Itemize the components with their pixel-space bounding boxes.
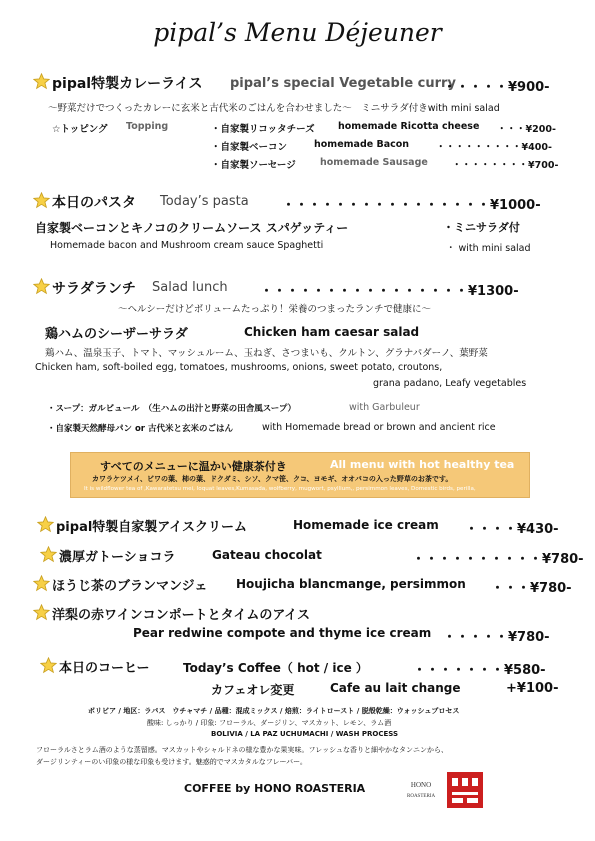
star-icon	[33, 73, 50, 90]
topping-ricotta-jp: ・自家製リコッタチーズ	[211, 124, 315, 135]
pasta-name-en: Homemade bacon and Mushroom cream sauce Spaghetti	[50, 240, 324, 251]
latte-change-en: Cafe au lait change	[330, 681, 461, 695]
hono-logo	[447, 772, 483, 808]
star-icon	[37, 516, 54, 533]
dessert-gateau-jp: 濃厚ガトーショコラ	[59, 550, 176, 565]
salad-price: ・・・・・・・・・・・・・・・・¥1300-	[260, 284, 519, 299]
salad-bread-jp: ・自家製天然酵母パン or 古代米と玄米のごはん	[47, 424, 233, 434]
salad-heading	[33, 278, 136, 298]
star-icon	[33, 575, 50, 592]
curry-title-en: pipal’s special Vegetable curry	[230, 76, 456, 91]
pasta-mini-salad-en: ・ with mini salad	[446, 243, 531, 254]
topping-sausage-en: homemade Sausage	[320, 157, 428, 168]
topping-bacon-en: homemade Bacon	[314, 139, 410, 150]
dessert-pear-jp: 洋梨の赤ワインコンポートとタイムのアイス	[52, 608, 311, 623]
star-icon	[40, 657, 57, 674]
salad-bread-en: with Homemade bread or brown and ancient rice	[262, 422, 496, 433]
star-icon	[40, 546, 57, 563]
pasta-heading	[33, 192, 136, 212]
salad-ingredients-en-1: Chicken ham, soft-boiled egg, tomatoes, mushrooms, onions, sweet potato, croutons,	[35, 362, 443, 373]
topping-bacon-price: ・・・・・・・・・¥400-	[436, 142, 552, 153]
hono-logo-icon	[447, 772, 483, 808]
coffee-origin-detail: ボリビア / 地区：ラパス ウチャマチ / 品種：混成ミックス / 焙煎：ライトロースト / 脱殻乾燥：ウォッシュプロセス	[88, 707, 460, 715]
dessert-pear-en: Pear redwine compote and thyme ice cream	[133, 626, 432, 640]
topping-sausage-jp: ・自家製ソーセージ	[211, 160, 296, 171]
salad-name-jp: 鶏ハムのシーザーサラダ	[45, 327, 188, 342]
footer-roaster: COFFEE by HONO ROASTERIA	[184, 782, 366, 795]
salad-soup-en: with Garbuleur	[349, 402, 420, 413]
salad-ingredients-jp: 鶏ハム、温泉玉子、トマト、マッシュルーム、玉ねぎ、さつまいも、クルトン、グラナパダーノ、葉野菜	[45, 348, 488, 359]
curry-heading	[33, 73, 203, 93]
coffee-origin-en: BOLIVIA / LA PAZ UCHUMACHI / WASH PROCESS	[211, 730, 399, 738]
coffee-title-jp: 本日のコーヒー	[59, 661, 150, 676]
salad-title-jp: サラダランチ	[52, 281, 136, 297]
coffee-price: ・・・・・・・¥580-	[413, 663, 546, 678]
latte-change-price: +¥100-	[506, 681, 559, 696]
topping-label-en: Topping	[126, 121, 169, 132]
star-icon	[33, 604, 50, 621]
coffee-title-en: Today’s Coffee（ hot / ice ）	[183, 661, 368, 675]
salad-soup-jp: ・スープ：ガルビュール （生ハムの出汁と野菜の田舎風スープ）	[47, 404, 296, 414]
salad-name-en: Chicken ham caesar salad	[244, 325, 420, 339]
roasteria-wordmark-line-1: HONO	[410, 781, 432, 789]
dessert-ice-cream-en: Homemade ice cream	[293, 518, 439, 532]
dessert-pear-price: ・・・・・¥780-	[443, 630, 550, 645]
dessert-blancmange-jp: ほうじ茶のブランマンジェ	[52, 579, 208, 594]
coffee-heading	[40, 657, 149, 676]
coffee-taste-detail: 酸味: しっかり / 印象: フローラル、ダージリン、マスカット、レモン、ラム酒	[147, 719, 392, 727]
dessert-gateau-en: Gateau chocolat	[212, 548, 322, 562]
curry-description: 〜野菜だけでつくったカレーに玄米と古代米のごはんを合わせました〜 ミニサラダ付きwith mini salad	[48, 103, 500, 114]
topping-sausage-price: ・・・・・・・・¥700-	[452, 160, 559, 171]
dessert-blancmange-en: Houjicha blancmange, persimmon	[236, 577, 466, 591]
curry-title-jp: pipal特製カレーライス	[52, 76, 203, 92]
topping-ricotta-price: ・・・¥200-	[497, 124, 556, 135]
tea-line-en: All menu with hot healthy tea	[330, 458, 515, 471]
topping-label-jp: ☆トッピング	[52, 124, 108, 135]
pasta-mini-salad-jp: ・ミニサラダ付	[443, 221, 520, 234]
dessert-ice-cream-price: ・・・・¥430-	[465, 522, 559, 537]
star-icon	[33, 192, 50, 209]
coffee-desc-2: ダージリンティーのい印象の様な印象も受けます。魅惑的でマスカタルなフレーバー。	[36, 758, 307, 766]
latte-change-jp: カフェオレ変更	[211, 683, 295, 697]
topping-ricotta-en: homemade Ricotta cheese	[338, 121, 480, 132]
topping-bacon-jp: ・自家製ベーコン	[211, 142, 288, 153]
tea-ingredients-en: It is wildflower tea of ,Kawaratetsu mei, loquat leaves,Kumasada, wolfberry, mugwort, psyllium,, persimmon leaves, Domestic birds, perilla,	[84, 486, 476, 492]
star-icon	[33, 278, 50, 295]
salad-ingredients-en-2: grana padano, Leafy vegetables	[373, 378, 527, 389]
roasteria-wordmark-line-2: ROASTERIA	[407, 794, 436, 799]
page-title: pipal’s Menu Déjeuner	[153, 18, 442, 47]
roasteria-wordmark	[407, 780, 435, 802]
pasta-title-en: Today’s pasta	[160, 194, 249, 209]
curry-price: ・・・・・¥900-	[443, 80, 550, 95]
dessert-pear	[33, 604, 310, 623]
pasta-price: ・・・・・・・・・・・・・・・・¥1000-	[282, 198, 541, 213]
tea-ingredients-jp: カワラケツメイ、ビワの葉、柿の葉、ドクダミ、シソ、クマ笹、クコ、ヨモギ、オオバコの入った野草のお茶です。	[92, 475, 453, 483]
tea-line-jp: すべてのメニューに温かい健康茶付き	[100, 460, 287, 473]
dessert-gateau	[40, 546, 175, 565]
salad-title-en: Salad lunch	[152, 280, 228, 295]
dessert-blancmange	[33, 575, 207, 594]
pasta-name-jp: 自家製ベーコンとキノコのクリームソース スパゲッティー	[35, 221, 349, 235]
coffee-desc-1: フローラルさとラム酒のような蒸留感。マスカットやシャルドネの様な豊かな果実味。フレッシュな香りと細やかなタンニンから、	[36, 746, 448, 754]
pasta-title-jp: 本日のパスタ	[52, 195, 136, 211]
dessert-ice-cream-jp: pipal特製自家製アイスクリーム	[56, 520, 247, 535]
dessert-gateau-price: ・・・・・・・・・・¥780-	[412, 552, 584, 567]
dessert-blancmange-price: ・・・¥780-	[491, 581, 572, 596]
dessert-ice-cream	[37, 516, 247, 535]
salad-subtitle: 〜ヘルシーだけどボリュームたっぷり！栄養のつまったランチで健康に〜	[118, 304, 431, 315]
